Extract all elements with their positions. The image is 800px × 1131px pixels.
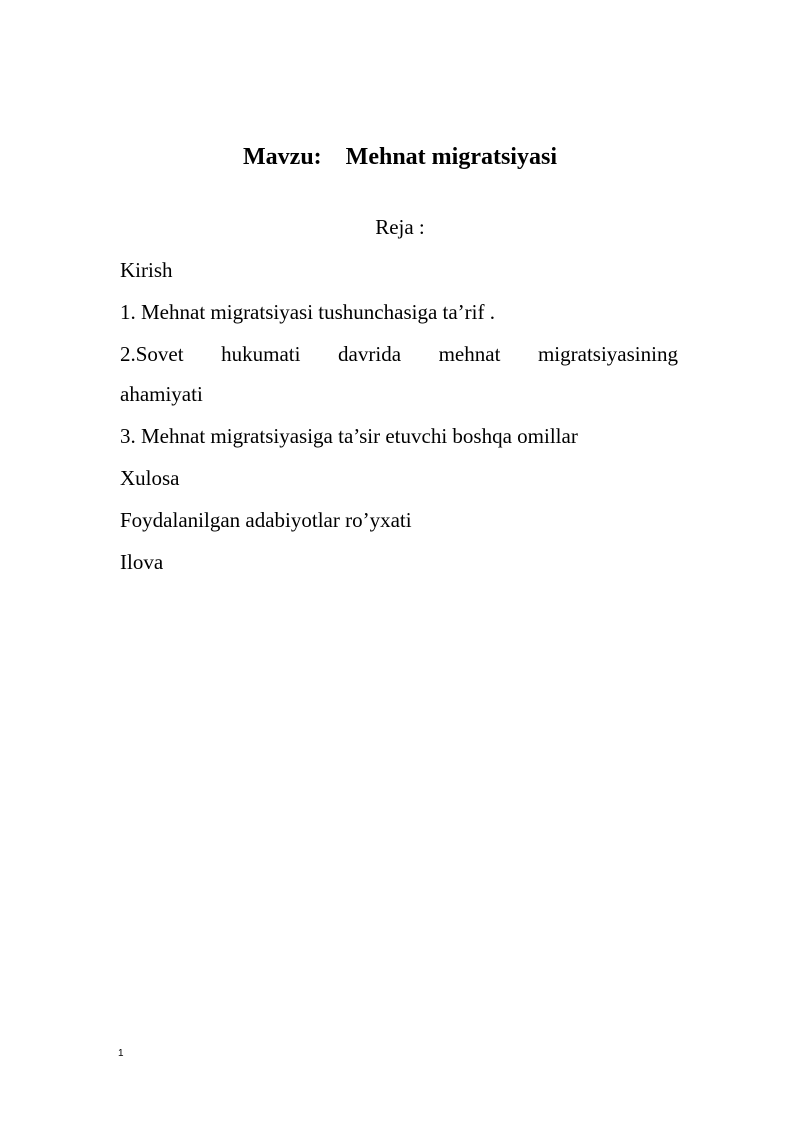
plan-item-2-word: hukumati	[221, 342, 301, 366]
plan-item-2	[120, 340, 678, 368]
plan-item-2-continued: ahamiyati	[120, 382, 203, 406]
plan-item-2-word: migratsiyasining	[537, 342, 678, 366]
plan-item-appendix: Ilova	[120, 550, 164, 574]
page-title	[0, 141, 800, 173]
title-text: Mehnat migratsiyasi	[345, 144, 557, 170]
plan-item-1: 1. Mehnat migratsiyasi tushunchasiga ta’rif .	[120, 300, 495, 324]
plan-item-conclusion: Xulosa	[120, 466, 180, 490]
plan-item-intro: Kirish	[120, 258, 173, 282]
plan-item-2-word: mehnat	[438, 342, 501, 366]
plan-item-references: Foydalanilgan adabiyotlar ro’yxati	[120, 508, 412, 532]
plan-heading: Reja :	[375, 215, 425, 239]
plan-item-2-word: davrida	[338, 342, 402, 366]
plan-item-3: 3. Mehnat migratsiyasiga ta’sir etuvchi boshqa omillar	[120, 424, 578, 448]
page-number: 1	[118, 1048, 124, 1059]
title-label: Mavzu:	[243, 144, 322, 170]
plan-item-2-word: 2.Sovet	[120, 342, 184, 366]
